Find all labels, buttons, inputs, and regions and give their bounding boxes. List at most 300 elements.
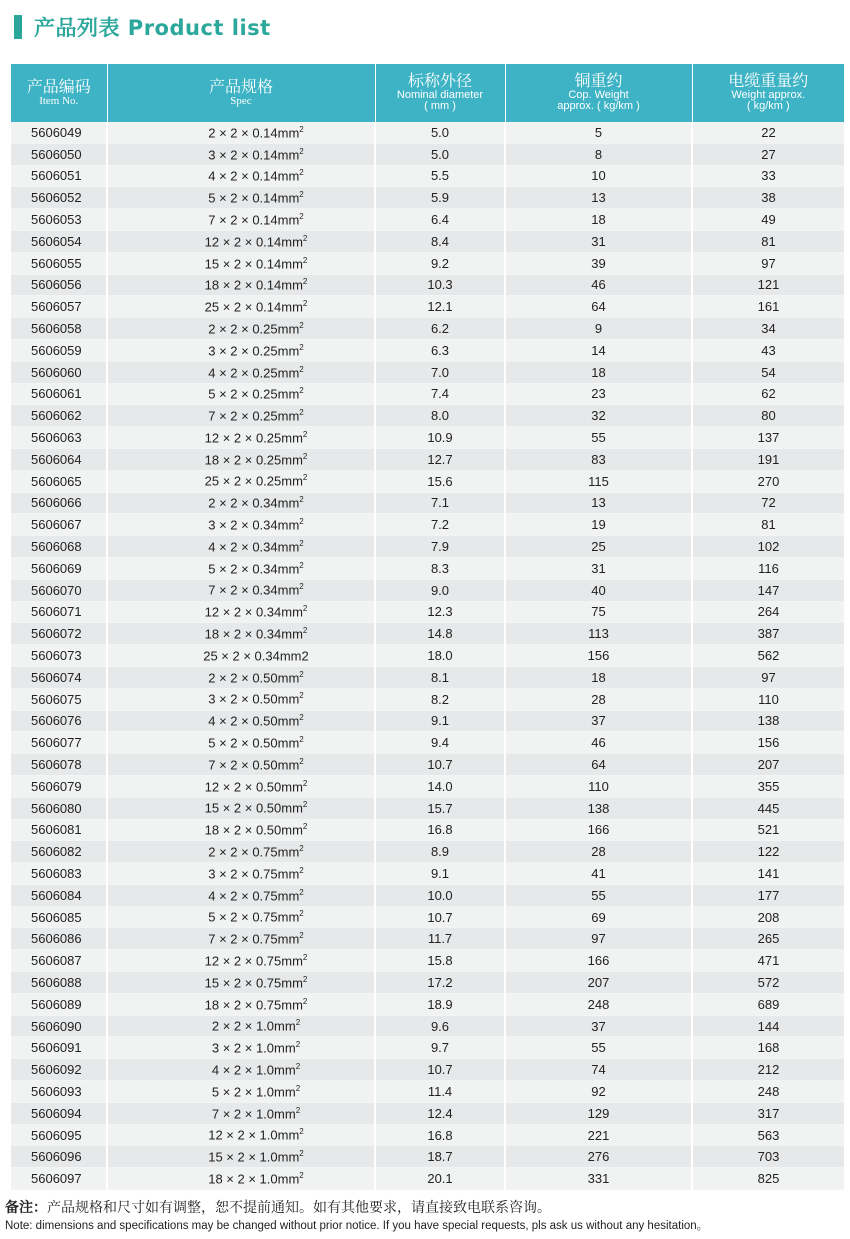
cop-weight-cell: 74 xyxy=(505,1059,692,1081)
cop-weight-cell: 28 xyxy=(505,688,692,710)
weight-cell: 445 xyxy=(692,797,844,819)
diameter-cell: 18.0 xyxy=(375,645,505,667)
spec-superscript: 2 xyxy=(299,735,304,745)
spec-cell xyxy=(107,1124,375,1146)
item-no-cell: 5606096 xyxy=(11,1146,107,1168)
diameter-cell: 12.1 xyxy=(375,296,505,318)
table-row xyxy=(11,361,844,383)
column-header-cop-weight xyxy=(505,64,692,122)
spec-cell xyxy=(107,841,375,863)
cop-weight-cell: 248 xyxy=(505,993,692,1015)
weight-cell: 248 xyxy=(692,1081,844,1103)
cop-weight-cell: 37 xyxy=(505,710,692,732)
weight-cell: 355 xyxy=(692,775,844,797)
spec-cell xyxy=(107,993,375,1015)
table-row xyxy=(11,732,844,754)
spec-cell xyxy=(107,928,375,950)
spec-superscript: 2 xyxy=(299,560,304,570)
spec-text: 4 × 2 × 0.14mm xyxy=(208,168,300,184)
item-no-cell: 5606089 xyxy=(11,993,107,1015)
item-no-cell: 5606072 xyxy=(11,623,107,645)
table-row xyxy=(11,274,844,296)
spec-cell xyxy=(107,230,375,252)
column-header-en: Nominal diameter xyxy=(396,88,484,101)
cop-weight-cell: 55 xyxy=(505,884,692,906)
spec-superscript: 2 xyxy=(299,146,304,156)
cop-weight-cell: 13 xyxy=(505,492,692,514)
spec-text: 7 × 2 × 0.50mm xyxy=(208,757,300,773)
spec-text: 18 × 2 × 0.50mm xyxy=(204,822,303,838)
cop-weight-cell: 5 xyxy=(505,122,692,143)
cop-weight-cell: 221 xyxy=(505,1124,692,1146)
spec-text: 18 × 2 × 0.14mm xyxy=(204,277,303,293)
spec-superscript: 2 xyxy=(299,713,304,723)
spec-text: 2 × 2 × 1.0mm xyxy=(211,1018,296,1034)
table-row xyxy=(11,775,844,797)
spec-cell xyxy=(107,1168,375,1190)
spec-superscript: 2 xyxy=(302,233,308,243)
cop-weight-cell: 18 xyxy=(505,209,692,231)
weight-cell: 161 xyxy=(692,296,844,318)
weight-cell: 825 xyxy=(692,1168,844,1190)
diameter-cell: 5.0 xyxy=(375,122,505,143)
cop-weight-cell: 55 xyxy=(505,1037,692,1059)
weight-cell: 141 xyxy=(692,863,844,885)
spec-text: 15 × 2 × 0.75mm xyxy=(204,975,303,991)
cop-weight-cell: 13 xyxy=(505,187,692,209)
cop-weight-cell: 129 xyxy=(505,1102,692,1124)
spec-superscript: 2 xyxy=(299,190,304,200)
cop-weight-cell: 37 xyxy=(505,1015,692,1037)
spec-cell xyxy=(107,1146,375,1168)
spec-cell xyxy=(107,819,375,841)
spec-superscript: 2 xyxy=(299,495,304,505)
weight-cell: 563 xyxy=(692,1124,844,1146)
item-no-cell: 5606097 xyxy=(11,1168,107,1190)
page-header xyxy=(14,14,271,40)
table-row xyxy=(11,318,844,340)
spec-cell xyxy=(107,122,375,143)
spec-text: 2 × 2 × 0.25mm xyxy=(208,321,300,337)
spec-text: 7 × 2 × 0.34mm xyxy=(208,582,300,598)
spec-superscript: 2 xyxy=(302,255,308,265)
spec-cell xyxy=(107,209,375,231)
spec-text: 4 × 2 × 0.34mm xyxy=(208,539,300,555)
diameter-cell: 15.7 xyxy=(375,797,505,819)
cop-weight-cell: 32 xyxy=(505,405,692,427)
cop-weight-cell: 31 xyxy=(505,557,692,579)
footnote xyxy=(5,1198,845,1234)
item-no-cell: 5606091 xyxy=(11,1037,107,1059)
diameter-cell: 15.6 xyxy=(375,470,505,492)
spec-text: 7 × 2 × 0.75mm xyxy=(208,931,300,947)
item-no-cell: 5606050 xyxy=(11,143,107,165)
weight-cell: 147 xyxy=(692,579,844,601)
spec-superscript: 2 xyxy=(302,473,308,483)
spec-text: 2 × 2 × 0.14mm xyxy=(208,125,300,141)
weight-cell: 168 xyxy=(692,1037,844,1059)
spec-text: 4 × 2 × 0.75mm xyxy=(208,887,300,903)
table-row xyxy=(11,928,844,950)
item-no-cell: 5606051 xyxy=(11,165,107,187)
weight-cell: 81 xyxy=(692,514,844,536)
spec-superscript: 2 xyxy=(302,778,308,788)
spec-superscript: 2 xyxy=(302,822,308,832)
spec-cell xyxy=(107,296,375,318)
spec-superscript: 2 xyxy=(299,1149,304,1159)
item-no-cell: 5606055 xyxy=(11,252,107,274)
spec-superscript: 2 xyxy=(299,342,304,352)
item-no-cell: 5606079 xyxy=(11,775,107,797)
weight-cell: 144 xyxy=(692,1015,844,1037)
cop-weight-cell: 41 xyxy=(505,863,692,885)
spec-superscript: 2 xyxy=(299,538,304,548)
spec-superscript: 2 xyxy=(299,669,304,679)
diameter-cell: 17.2 xyxy=(375,972,505,994)
spec-superscript: 2 xyxy=(299,844,304,854)
spec-superscript: 2 xyxy=(302,974,308,984)
diameter-cell: 5.5 xyxy=(375,165,505,187)
diameter-cell: 12.7 xyxy=(375,448,505,470)
page-title: 产品列表 Product list xyxy=(34,16,271,40)
spec-cell xyxy=(107,165,375,187)
spec-text: 5 × 2 × 1.0mm xyxy=(211,1084,296,1100)
diameter-cell: 7.0 xyxy=(375,361,505,383)
weight-cell: 207 xyxy=(692,754,844,776)
item-no-cell: 5606069 xyxy=(11,557,107,579)
diameter-cell: 9.1 xyxy=(375,863,505,885)
spec-cell xyxy=(107,187,375,209)
weight-cell: 54 xyxy=(692,361,844,383)
item-no-cell: 5606054 xyxy=(11,230,107,252)
spec-text: 5 × 2 × 0.50mm xyxy=(208,735,300,751)
item-no-cell: 5606093 xyxy=(11,1081,107,1103)
diameter-cell: 5.9 xyxy=(375,187,505,209)
column-header-diameter xyxy=(375,64,505,122)
cop-weight-cell: 156 xyxy=(505,645,692,667)
column-header-en: Cop. Weight xyxy=(568,88,629,101)
item-no-cell: 5606073 xyxy=(11,645,107,667)
table-row xyxy=(11,688,844,710)
spec-superscript: 2 xyxy=(295,1040,301,1050)
cop-weight-cell: 8 xyxy=(505,143,692,165)
column-header-cn: 产品规格 xyxy=(208,76,273,96)
item-no-cell: 5606090 xyxy=(11,1015,107,1037)
column-header-en: Spec xyxy=(230,94,252,107)
spec-text: 3 × 2 × 0.34mm xyxy=(208,517,300,533)
cop-weight-cell: 92 xyxy=(505,1081,692,1103)
spec-superscript: 2 xyxy=(302,451,308,461)
spec-text: 3 × 2 × 0.50mm xyxy=(208,691,300,707)
cop-weight-cell: 39 xyxy=(505,252,692,274)
spec-superscript: 2 xyxy=(299,865,304,875)
spec-cell xyxy=(107,754,375,776)
cop-weight-cell: 14 xyxy=(505,339,692,361)
table-row xyxy=(11,427,844,449)
product-table-container xyxy=(11,64,844,1190)
column-header-unit: approx. ( kg/km ) xyxy=(557,100,640,113)
spec-cell xyxy=(107,339,375,361)
table-row xyxy=(11,579,844,601)
weight-cell: 116 xyxy=(692,557,844,579)
item-no-cell: 5606062 xyxy=(11,405,107,427)
diameter-cell: 8.9 xyxy=(375,841,505,863)
cop-weight-cell: 46 xyxy=(505,274,692,296)
spec-cell xyxy=(107,601,375,623)
table-row xyxy=(11,296,844,318)
footnote-en: Note: dimensions and specifications may be changed without prior notice. If you have special requests, pls ask us without any hesitation。 xyxy=(5,1220,709,1232)
spec-cell xyxy=(107,775,375,797)
diameter-cell: 11.4 xyxy=(375,1081,505,1103)
spec-cell xyxy=(107,884,375,906)
weight-cell: 72 xyxy=(692,492,844,514)
item-no-cell: 5606076 xyxy=(11,710,107,732)
spec-text: 5 × 2 × 0.75mm xyxy=(208,909,300,925)
weight-cell: 49 xyxy=(692,209,844,231)
spec-text: 3 × 2 × 1.0mm xyxy=(211,1040,296,1056)
spec-cell xyxy=(107,383,375,405)
spec-text: 18 × 2 × 0.34mm xyxy=(204,626,303,642)
table-row xyxy=(11,187,844,209)
table-row xyxy=(11,754,844,776)
diameter-cell: 15.8 xyxy=(375,950,505,972)
spec-cell xyxy=(107,143,375,165)
diameter-cell: 6.2 xyxy=(375,318,505,340)
diameter-cell: 9.0 xyxy=(375,579,505,601)
weight-cell: 27 xyxy=(692,143,844,165)
spec-cell xyxy=(107,514,375,536)
diameter-cell: 8.4 xyxy=(375,230,505,252)
spec-cell xyxy=(107,579,375,601)
item-no-cell: 5606068 xyxy=(11,536,107,558)
cop-weight-cell: 207 xyxy=(505,972,692,994)
spec-cell xyxy=(107,797,375,819)
diameter-cell: 10.7 xyxy=(375,754,505,776)
spec-text: 2 × 2 × 0.34mm xyxy=(208,495,300,511)
spec-cell xyxy=(107,645,375,667)
spec-text: 18 × 2 × 0.25mm xyxy=(204,452,303,468)
spec-text: 5 × 2 × 0.25mm xyxy=(208,386,300,402)
table-row xyxy=(11,143,844,165)
table-row xyxy=(11,645,844,667)
item-no-cell: 5606052 xyxy=(11,187,107,209)
spec-cell xyxy=(107,318,375,340)
footnote-cn-text: 产品规格和尺寸如有调整，恕不提前通知。如有其他要求，请直接致电联系咨询。 xyxy=(47,1200,551,1216)
item-no-cell: 5606066 xyxy=(11,492,107,514)
table-row xyxy=(11,448,844,470)
column-header-weight xyxy=(692,64,844,122)
spec-cell xyxy=(107,950,375,972)
spec-superscript: 2 xyxy=(299,386,304,396)
cop-weight-cell: 113 xyxy=(505,623,692,645)
spec-superscript: 2 xyxy=(295,1105,301,1115)
weight-cell: 97 xyxy=(692,666,844,688)
spec-superscript: 2 xyxy=(299,211,304,221)
item-no-cell: 5606084 xyxy=(11,884,107,906)
spec-superscript: 2 xyxy=(299,691,304,701)
spec-superscript: 2 xyxy=(302,604,308,614)
cop-weight-cell: 46 xyxy=(505,732,692,754)
spec-cell xyxy=(107,906,375,928)
cop-weight-cell: 64 xyxy=(505,296,692,318)
spec-text: 25 × 2 × 0.14mm xyxy=(204,299,303,315)
item-no-cell: 5606078 xyxy=(11,754,107,776)
diameter-cell: 8.0 xyxy=(375,405,505,427)
cop-weight-cell: 23 xyxy=(505,383,692,405)
diameter-cell: 16.8 xyxy=(375,819,505,841)
cop-weight-cell: 115 xyxy=(505,470,692,492)
cop-weight-cell: 166 xyxy=(505,950,692,972)
cop-weight-cell: 9 xyxy=(505,318,692,340)
weight-cell: 471 xyxy=(692,950,844,972)
weight-cell: 34 xyxy=(692,318,844,340)
product-table xyxy=(11,64,844,1190)
item-no-cell: 5606049 xyxy=(11,122,107,143)
column-header-cn: 产品编码 xyxy=(26,76,91,96)
footnote-cn xyxy=(5,1198,845,1218)
item-no-cell: 5606077 xyxy=(11,732,107,754)
cop-weight-cell: 31 xyxy=(505,230,692,252)
diameter-cell: 18.7 xyxy=(375,1146,505,1168)
weight-cell: 137 xyxy=(692,427,844,449)
diameter-cell: 10.9 xyxy=(375,427,505,449)
spec-text: 12 × 2 × 0.50mm xyxy=(204,778,303,794)
diameter-cell: 9.1 xyxy=(375,710,505,732)
spec-superscript: 2 xyxy=(302,626,308,636)
spec-text: 18 × 2 × 1.0mm xyxy=(208,1171,300,1187)
weight-cell: 264 xyxy=(692,601,844,623)
cop-weight-cell: 18 xyxy=(505,361,692,383)
item-no-cell: 5606058 xyxy=(11,318,107,340)
spec-cell xyxy=(107,252,375,274)
spec-cell xyxy=(107,557,375,579)
table-row xyxy=(11,492,844,514)
weight-cell: 110 xyxy=(692,688,844,710)
weight-cell: 265 xyxy=(692,928,844,950)
table-row xyxy=(11,1059,844,1081)
weight-cell: 81 xyxy=(692,230,844,252)
table-row xyxy=(11,950,844,972)
cop-weight-cell: 28 xyxy=(505,841,692,863)
spec-superscript: 2 xyxy=(295,1083,301,1093)
weight-cell: 38 xyxy=(692,187,844,209)
spec-cell xyxy=(107,492,375,514)
spec-text: 3 × 2 × 0.25mm xyxy=(208,343,300,359)
table-row xyxy=(11,841,844,863)
table-row xyxy=(11,1168,844,1190)
spec-cell xyxy=(107,448,375,470)
spec-cell xyxy=(107,1081,375,1103)
table-row xyxy=(11,819,844,841)
weight-cell: 703 xyxy=(692,1146,844,1168)
item-no-cell: 5606082 xyxy=(11,841,107,863)
table-row xyxy=(11,252,844,274)
item-no-cell: 5606083 xyxy=(11,863,107,885)
item-no-cell: 5606074 xyxy=(11,666,107,688)
diameter-cell: 7.9 xyxy=(375,536,505,558)
diameter-cell: 14.0 xyxy=(375,775,505,797)
weight-cell: 212 xyxy=(692,1059,844,1081)
spec-text: 25 × 2 × 0.34mm2 xyxy=(203,648,309,664)
spec-text: 3 × 2 × 0.14mm xyxy=(208,146,300,162)
spec-cell xyxy=(107,666,375,688)
cop-weight-cell: 64 xyxy=(505,754,692,776)
weight-cell: 156 xyxy=(692,732,844,754)
table-row xyxy=(11,906,844,928)
diameter-cell: 7.2 xyxy=(375,514,505,536)
diameter-cell: 9.7 xyxy=(375,1037,505,1059)
weight-cell: 177 xyxy=(692,884,844,906)
spec-cell xyxy=(107,1015,375,1037)
spec-superscript: 2 xyxy=(299,1170,304,1180)
spec-text: 12 × 2 × 0.25mm xyxy=(204,430,303,446)
table-row xyxy=(11,1124,844,1146)
cop-weight-cell: 40 xyxy=(505,579,692,601)
table-row xyxy=(11,1146,844,1168)
spec-cell xyxy=(107,1037,375,1059)
diameter-cell: 10.0 xyxy=(375,884,505,906)
spec-text: 7 × 2 × 1.0mm xyxy=(211,1105,296,1121)
spec-superscript: 2 xyxy=(299,124,304,134)
spec-superscript: 2 xyxy=(302,277,308,287)
spec-text: 12 × 2 × 0.75mm xyxy=(204,953,303,969)
spec-text: 4 × 2 × 0.25mm xyxy=(208,364,300,380)
spec-cell xyxy=(107,361,375,383)
weight-cell: 208 xyxy=(692,906,844,928)
spec-superscript: 2 xyxy=(295,1062,301,1071)
diameter-cell: 10.3 xyxy=(375,274,505,296)
item-no-cell: 5606092 xyxy=(11,1059,107,1081)
item-no-cell: 5606060 xyxy=(11,361,107,383)
table-row xyxy=(11,1102,844,1124)
diameter-cell: 7.4 xyxy=(375,383,505,405)
spec-superscript: 2 xyxy=(299,582,304,592)
weight-cell: 521 xyxy=(692,819,844,841)
spec-cell xyxy=(107,405,375,427)
table-row xyxy=(11,1037,844,1059)
column-header-en: Weight approx. xyxy=(731,88,806,101)
spec-cell xyxy=(107,427,375,449)
spec-text: 12 × 2 × 0.34mm xyxy=(204,604,303,620)
spec-superscript: 2 xyxy=(299,931,304,941)
weight-cell: 33 xyxy=(692,165,844,187)
spec-superscript: 2 xyxy=(299,1127,304,1137)
diameter-cell: 6.3 xyxy=(375,339,505,361)
table-row xyxy=(11,1015,844,1037)
table-row xyxy=(11,666,844,688)
weight-cell: 270 xyxy=(692,470,844,492)
table-row xyxy=(11,557,844,579)
spec-superscript: 2 xyxy=(299,168,304,178)
table-row xyxy=(11,797,844,819)
diameter-cell: 9.2 xyxy=(375,252,505,274)
table-header xyxy=(11,64,844,122)
spec-text: 15 × 2 × 1.0mm xyxy=(208,1149,300,1165)
diameter-cell: 9.6 xyxy=(375,1015,505,1037)
table-row xyxy=(11,972,844,994)
item-no-cell: 5606053 xyxy=(11,209,107,231)
spec-superscript: 2 xyxy=(299,364,304,374)
cop-weight-cell: 83 xyxy=(505,448,692,470)
spec-cell xyxy=(107,274,375,296)
diameter-cell: 14.8 xyxy=(375,623,505,645)
cop-weight-cell: 69 xyxy=(505,906,692,928)
diameter-cell: 8.2 xyxy=(375,688,505,710)
cop-weight-cell: 166 xyxy=(505,819,692,841)
spec-cell xyxy=(107,1102,375,1124)
diameter-cell: 9.4 xyxy=(375,732,505,754)
cop-weight-cell: 10 xyxy=(505,165,692,187)
